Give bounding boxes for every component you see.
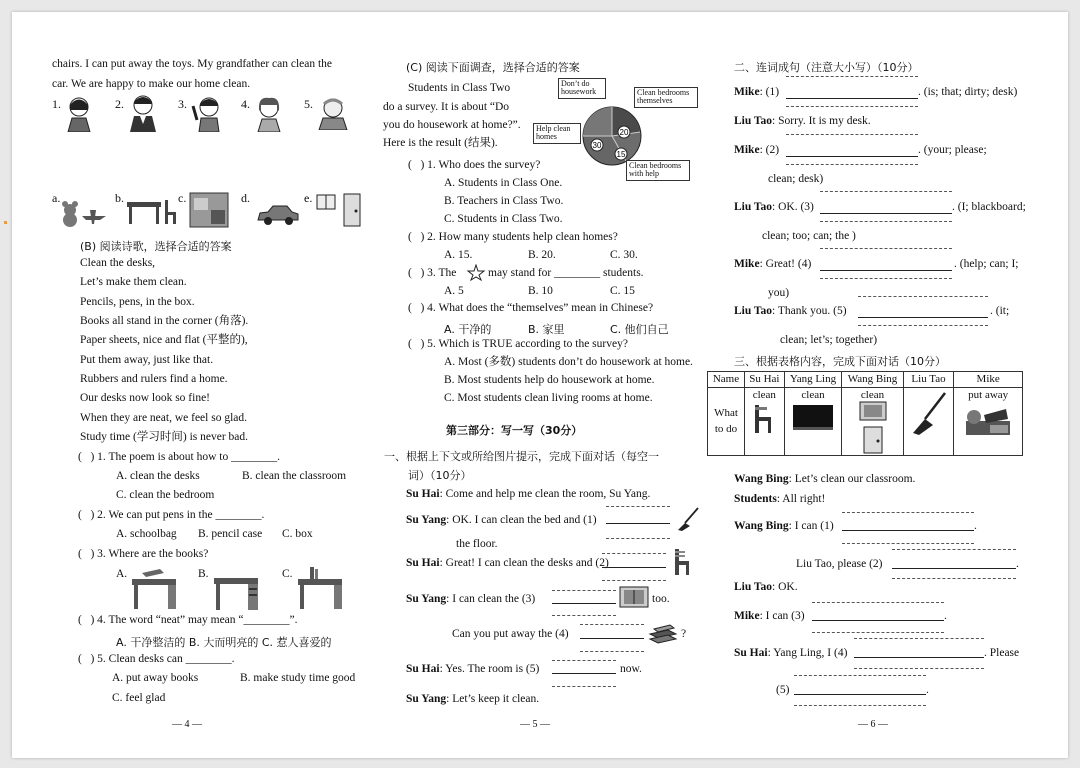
boy-waving-picture	[191, 96, 225, 132]
guide-line	[552, 590, 616, 591]
reorder-5-words-cont: clean; let’s; together)	[780, 334, 878, 346]
dialogue-line-2-cont: the floor.	[456, 538, 498, 550]
reorder-2-line: : Sorry. It is my desk.	[772, 115, 871, 127]
table-dialogue-8-end: .	[926, 684, 929, 696]
woman-picture	[254, 96, 284, 132]
dialogue-line-6: : Yes. The room is (5)	[439, 663, 540, 675]
speaker-students: Students	[734, 493, 777, 505]
intro-line-1: chairs. I can put away the toys. My grandfather can clean the	[52, 58, 333, 70]
speaker-su-hai: Su Hai	[734, 647, 768, 659]
reorder-5-number: : Thank you. (5)	[772, 305, 847, 317]
poem-line-2: Let’s make them clean.	[80, 276, 187, 288]
guide-line	[602, 553, 666, 554]
poem-line-7: Rubbers and rulers find a home.	[80, 373, 228, 385]
reorder-3-words: . (I; blackboard;	[952, 201, 1026, 213]
desk-books-on-top-picture	[130, 565, 178, 611]
books-icon	[648, 620, 678, 644]
guide-line	[552, 615, 616, 616]
guide-line	[812, 602, 944, 603]
table-dialogue-5: : OK.	[772, 581, 798, 593]
desk-books-inside-picture	[212, 570, 260, 612]
guide-line	[552, 660, 616, 661]
guide-line	[842, 543, 974, 544]
door-icon	[862, 426, 884, 454]
table-dialogue-3: : I can (1)	[788, 520, 834, 532]
broom-icon	[909, 389, 949, 437]
reorder-2-words: . (your; please;	[918, 144, 987, 156]
poem-line-1: Clean the desks,	[80, 257, 156, 269]
c-q1-option-c: C. Students in Class Two.	[444, 213, 563, 225]
table-dialogue-2: : All right!	[776, 493, 826, 505]
b-q2-option-b: B. pencil case	[198, 528, 263, 540]
desk-books-standing-picture	[296, 565, 344, 611]
b-q5-option-a: A. put away books	[112, 672, 199, 684]
guide-line	[858, 296, 988, 297]
pic-number-2: 2.	[115, 97, 124, 111]
window-icon	[619, 586, 649, 608]
c-q2-option-c: C. 30.	[610, 249, 638, 261]
speaker-su-yang: Su Yang	[406, 693, 447, 705]
c-q1-option-b: B. Teachers in Class Two.	[444, 195, 564, 207]
guide-line	[842, 512, 974, 513]
speaker-su-hai: Su Hai	[406, 488, 440, 500]
b-q4-options: A. 干净整洁的 B. 大而明亮的 C. 惹人喜爱的	[116, 636, 332, 649]
c-question-2: ( ) 2. How many students help clean homes?	[408, 231, 618, 243]
b-q3-option-a: A.	[116, 568, 128, 580]
speaker-wang-bing: Wang Bing	[734, 520, 789, 532]
b-q1-option-c: C. clean the bedroom	[116, 489, 215, 501]
pie-label-clean-bedrooms-with-help: Clean bedrooms with help	[626, 160, 690, 181]
section-b-title: (B) 阅读诗歌，选择合适的答案	[80, 240, 232, 253]
obj-letter-e: e.	[304, 191, 313, 205]
section-3-title: 三、根据表格内容，完成下面对话（10分）	[734, 355, 946, 368]
table-dialogue-6-end: .	[944, 610, 947, 622]
speaker-liu-tao: Liu Tao	[734, 305, 773, 317]
c-q5-option-a: A. Most (多数) students don’t do housework at home.	[444, 356, 693, 368]
guide-line	[854, 668, 984, 669]
table-dialogue-4: Liu Tao, please (2)	[796, 558, 883, 570]
guide-line	[854, 638, 984, 639]
c-question-3-end: may stand for ________ students.	[488, 267, 644, 279]
guide-line	[786, 106, 918, 107]
answer-blank-2[interactable]	[602, 567, 666, 568]
pie-value-15: 15	[616, 150, 626, 159]
reorder-answer-2[interactable]	[786, 156, 918, 157]
dialogue-line-2: : OK. I can clean the bed and (1)	[446, 514, 597, 526]
table-row-label: What to do	[708, 388, 745, 456]
messy-room-picture	[189, 192, 229, 228]
table-dialogue-8: (5)	[776, 684, 790, 696]
reorder-3-words-cont: clean; too; can; the )	[762, 230, 856, 242]
guide-line	[602, 580, 666, 581]
table-answer-1[interactable]	[842, 530, 974, 531]
poem-line-3: Pencils, pens, in the box.	[80, 296, 195, 308]
table-dialogue-3-end: .	[974, 520, 977, 532]
guide-line	[580, 651, 644, 652]
c-q2-option-a: A. 15.	[444, 249, 473, 261]
guide-line	[892, 549, 1016, 550]
answer-blank-3[interactable]	[552, 603, 616, 604]
poem-line-10: Study time (学习时间) is never bad.	[80, 431, 249, 443]
margin-mark	[4, 221, 7, 224]
guide-line	[820, 278, 952, 279]
b-q3-option-b: B.	[198, 568, 209, 580]
exam-sheet	[12, 12, 1068, 758]
pic-number-5: 5.	[304, 97, 313, 111]
table-cell-su-hai	[745, 388, 785, 456]
desk-chair-picture	[125, 196, 177, 226]
cell-text: clean	[801, 389, 825, 401]
page-number-4: — 4 —	[172, 719, 202, 730]
page-number-6: — 6 —	[858, 719, 888, 730]
task-table	[707, 371, 1023, 456]
poem-line-4: Books all stand in the corner (角落).	[80, 315, 249, 327]
table-cell-liu-tao	[903, 388, 954, 456]
pic-number-3: 3.	[178, 97, 187, 111]
c-q5-option-b: B. Most students help do housework at home.	[444, 374, 655, 386]
section-1-title-line-1: 一、根据上下文或所给图片提示，完成下面对话（每空一	[384, 450, 659, 463]
dialogue-line-5-end: ?	[681, 628, 687, 640]
answer-blank-1[interactable]	[606, 523, 670, 524]
c-q3-option-a: A. 5	[444, 285, 464, 297]
reorder-1-number: : (1)	[759, 86, 780, 98]
survey-line-2: do a survey. It is about “Do	[383, 101, 510, 113]
page-number-5: — 5 —	[520, 719, 550, 730]
b-q1-option-b: B. clean the classroom	[242, 470, 347, 482]
b-question-1: ( ) 1. The poem is about how to ________.	[78, 451, 280, 463]
answer-blank-4[interactable]	[580, 638, 644, 639]
b-q2-option-a: A. schoolbag	[116, 528, 177, 540]
obj-letter-d: d.	[241, 191, 250, 205]
table-dialogue-6: : I can (3)	[759, 610, 805, 622]
c-q3-option-c: C. 15	[610, 285, 635, 297]
c-q4-option-c: C. 他们自己	[610, 323, 669, 336]
dialogue-line-6-end: now.	[620, 663, 642, 675]
speaker-su-yang: Su Yang	[406, 593, 447, 605]
intro-line-2: car. We are happy to make our home clean.	[52, 78, 251, 90]
b-q5-option-b: B. make study time good	[240, 672, 356, 684]
guide-line	[892, 578, 1016, 579]
table-header-su-hai: Su Hai	[745, 372, 785, 388]
section-1-title-line-2: 词）（10分）	[408, 469, 472, 482]
dialogue-line-1: : Come and help me clean the room, Su Yang.	[439, 488, 651, 500]
cell-text: put away	[968, 389, 1009, 401]
speaker-mike: Mike	[734, 86, 760, 98]
table-header-wang-bing: Wang Bing	[842, 372, 903, 388]
b-q3-option-c: C.	[282, 568, 293, 580]
reorder-2-number: : (2)	[759, 144, 780, 156]
survey-line-3: you do housework at home?”.	[383, 119, 521, 131]
part-3-title: 第三部分：写一写（30分）	[446, 424, 583, 437]
table-answer-4[interactable]	[854, 657, 984, 658]
reorder-answer-1[interactable]	[786, 98, 918, 99]
reorder-3-number: : OK. (3)	[772, 201, 814, 213]
c-question-3-start: ( ) 3. The	[408, 267, 457, 279]
section-c-title: (C) 阅读下面调查，选择合适的答案	[406, 61, 580, 74]
survey-line-4: Here is the result (结果).	[383, 137, 498, 149]
toys-pile-icon	[960, 401, 1016, 441]
guide-line	[858, 325, 988, 326]
pie-value-20: 20	[619, 128, 629, 137]
reorder-5-words: . (it;	[990, 305, 1010, 317]
c-q4-option-b: B. 家里	[528, 323, 565, 336]
chair-icon	[751, 401, 777, 435]
boy-picture	[126, 94, 160, 132]
reorder-1-words: . (is; that; dirty; desk)	[918, 86, 1018, 98]
table-answer-3[interactable]	[812, 620, 944, 621]
guide-line	[786, 164, 918, 165]
speaker-liu-tao: Liu Tao	[734, 201, 773, 213]
speaker-su-hai: Su Hai	[406, 557, 440, 569]
table-header-liu-tao: Liu Tao	[903, 372, 954, 388]
c-q2-option-b: B. 20.	[528, 249, 556, 261]
poem-line-9: When they are neat, we feel so glad.	[80, 412, 247, 424]
guide-line	[794, 675, 926, 676]
table-cell-wang-bing	[842, 388, 903, 456]
table-header-yang-ling: Yang Ling	[784, 372, 842, 388]
guide-line	[786, 134, 918, 135]
guide-line	[580, 624, 644, 625]
guide-line	[820, 221, 952, 222]
poem-line-6: Put them away, just like that.	[80, 354, 214, 366]
obj-letter-a: a.	[52, 191, 61, 205]
answer-blank-5[interactable]	[552, 673, 616, 674]
window-door-picture	[316, 193, 362, 227]
broom-icon	[676, 506, 700, 532]
guide-line	[820, 191, 952, 192]
dialogue-line-4-end: too.	[652, 593, 670, 605]
poem-line-5: Paper sheets, nice and flat (平整的),	[80, 334, 248, 346]
pie-label-clean-bedrooms-themselves: Clean bedrooms themselves	[634, 87, 698, 108]
table-answer-5[interactable]	[794, 694, 926, 695]
b-q2-option-c: C. box	[282, 528, 313, 540]
pie-label-dont-do-housework: Don’t do housework	[558, 78, 606, 99]
toys-picture	[60, 198, 110, 228]
guide-line	[786, 76, 918, 77]
guide-line	[812, 632, 944, 633]
b-question-2: ( ) 2. We can put pens in the ________.	[78, 509, 265, 521]
c-question-1: ( ) 1. Who does the survey?	[408, 159, 541, 171]
table-cell-yang-ling	[784, 388, 842, 456]
reorder-4-number: : Great! (4)	[759, 258, 812, 270]
grandfather-picture	[315, 96, 351, 130]
pic-number-4: 4.	[241, 97, 250, 111]
table-dialogue-4-end: .	[1016, 558, 1019, 570]
reorder-answer-4[interactable]	[820, 270, 952, 271]
speaker-mike: Mike	[734, 610, 760, 622]
table-header-mike: Mike	[954, 372, 1023, 388]
obj-letter-c: c.	[178, 191, 187, 205]
b-question-3: ( ) 3. Where are the books?	[78, 548, 209, 560]
c-q1-option-a: A. Students in Class One.	[444, 177, 563, 189]
guide-line	[606, 538, 670, 539]
pie-value-30: 30	[592, 141, 602, 150]
dialogue-line-4: : I can clean the (3)	[446, 593, 536, 605]
reorder-2-words-cont: clean; desk)	[768, 173, 824, 185]
cell-text: clean	[860, 389, 885, 401]
girl-picture	[64, 96, 94, 132]
reorder-answer-5[interactable]	[858, 317, 988, 318]
chair-icon	[672, 547, 692, 577]
guide-line	[820, 248, 952, 249]
survey-line-1: Students in Class Two	[408, 82, 511, 94]
table-dialogue-7: : Yang Ling, I (4)	[767, 647, 848, 659]
speaker-liu-tao: Liu Tao	[734, 581, 773, 593]
speaker-mike: Mike	[734, 258, 760, 270]
table-header-name: Name	[708, 372, 745, 388]
dialogue-line-7: : Let’s keep it clean.	[446, 693, 540, 705]
c-question-5: ( ) 5. Which is TRUE according to the survey?	[408, 338, 628, 350]
c-q5-option-c: C. Most students clean living rooms at home.	[444, 392, 653, 404]
speaker-wang-bing: Wang Bing	[734, 473, 789, 485]
c-q4-option-a: A. 干净的	[444, 323, 492, 336]
b-q1-option-a: A. clean the desks	[116, 470, 200, 482]
poem-line-8: Our desks now look so fine!	[80, 392, 210, 404]
speaker-su-hai: Su Hai	[406, 663, 440, 675]
speaker-su-yang: Su Yang	[406, 514, 447, 526]
guide-line	[606, 506, 670, 507]
pie-label-help-clean-homes: Help clean homes	[533, 123, 581, 144]
b-question-5: ( ) 5. Clean desks can ________.	[78, 653, 235, 665]
guide-line	[552, 686, 616, 687]
speaker-mike: Mike	[734, 144, 760, 156]
c-q3-option-b: B. 10	[528, 285, 553, 297]
reorder-4-words-cont: you)	[768, 287, 790, 299]
dialogue-line-3: : Great! I can clean the desks and (2)	[439, 557, 609, 569]
guide-line	[794, 705, 926, 706]
c-question-4: ( ) 4. What does the “themselves” mean in Chinese?	[408, 302, 654, 314]
pic-number-1: 1.	[52, 97, 61, 111]
reorder-4-words: . (help; can; I;	[954, 258, 1019, 270]
table-dialogue-7-end: . Please	[984, 647, 1020, 659]
cell-text: clean	[752, 389, 776, 401]
b-q5-option-c: C. feel glad	[112, 692, 166, 704]
blackboard-icon	[790, 401, 836, 431]
window-icon	[859, 401, 887, 421]
car-picture	[256, 204, 300, 226]
reorder-answer-3[interactable]	[820, 213, 952, 214]
table-answer-2[interactable]	[892, 568, 1016, 569]
table-cell-mike	[954, 388, 1023, 456]
obj-letter-b: b.	[115, 191, 124, 205]
speaker-liu-tao: Liu Tao	[734, 115, 773, 127]
table-dialogue-1: : Let’s clean our classroom.	[788, 473, 916, 485]
b-question-4: ( ) 4. The word “neat” may mean “________”.	[78, 614, 298, 626]
section-2-title: 二、连词成句（注意大小写）（10分）	[734, 61, 919, 74]
dialogue-line-5: Can you put away the (4)	[452, 628, 569, 640]
star-icon	[467, 264, 485, 281]
